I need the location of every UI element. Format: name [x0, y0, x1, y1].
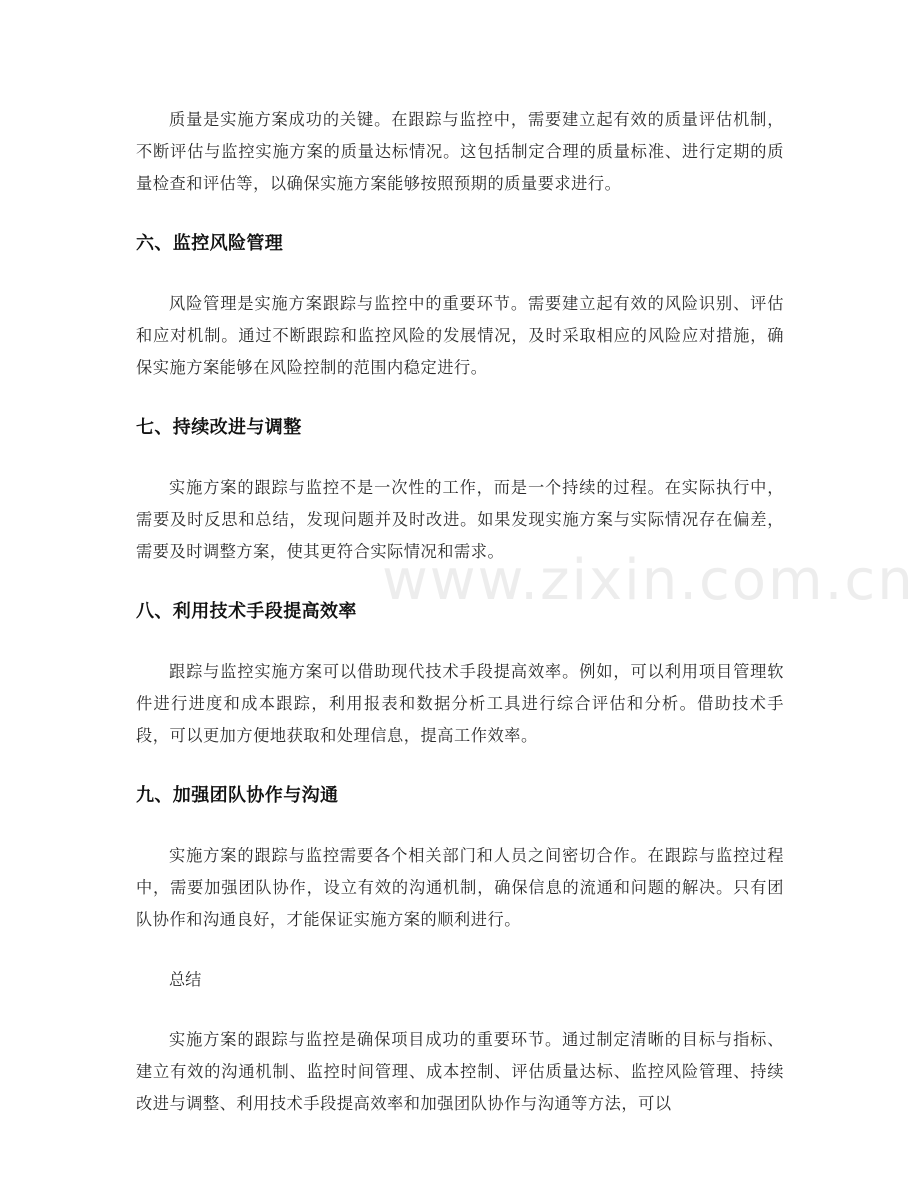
- section-heading-7: 七、持续改进与调整: [136, 417, 302, 438]
- watermark: www.zixin.com.cn: [382, 548, 915, 613]
- paragraph-summary: 实施方案的跟踪与监控是确保项目成功的重要环节。通过制定清晰的目标与指标、建立有效的沟通机制、监控时间管理、成本控制、评估质量达标、监控风险管理、持续改进与调整、利用技术手段提高效率和加强团队协作与沟通等方法，可以: [136, 1030, 784, 1113]
- section-heading-6: 六、监控风险管理: [136, 233, 284, 254]
- document-page: [136, 104, 784, 1148]
- section-heading-8: 八、利用技术手段提高效率: [136, 601, 357, 622]
- summary-label: 总结: [169, 970, 202, 989]
- paragraph-risk: 风险管理是实施方案跟踪与监控中的重要环节。需要建立起有效的风险识别、评估和应对机制。通过不断跟踪和监控风险的发展情况，及时采取相应的风险应对措施，确保实施方案能够在风险控制的范围内稳定进行。: [136, 294, 784, 377]
- paragraph-technology: 跟踪与监控实施方案可以借助现代技术手段提高效率。例如，可以利用项目管理软件进行进度和成本跟踪，利用报表和数据分析工具进行综合评估和分析。借助技术手段，可以更加方便地获取和处理信息，提高工作效率。: [136, 662, 784, 745]
- paragraph-quality: 质量是实施方案成功的关键。在跟踪与监控中，需要建立起有效的质量评估机制，不断评估与监控实施方案的质量达标情况。这包括制定合理的质量标准、进行定期的质量检查和评估等，以确保实施方案能够按照预期的质量要求进行。: [136, 110, 784, 193]
- paragraph-teamwork: 实施方案的跟踪与监控需要各个相关部门和人员之间密切合作。在跟踪与监控过程中，需要加强团队协作，设立有效的沟通机制，确保信息的流通和问题的解决。只有团队协作和沟通良好，才能保证实施方案的顺利进行。: [136, 846, 784, 929]
- section-heading-9: 九、加强团队协作与沟通: [136, 785, 339, 806]
- paragraph-improvement: 实施方案的跟踪与监控不是一次性的工作，而是一个持续的过程。在实际执行中，需要及时反思和总结，发现问题并及时改进。如果发现实施方案与实际情况存在偏差，需要及时调整方案，使其更符合实际情况和需求。: [136, 478, 784, 561]
